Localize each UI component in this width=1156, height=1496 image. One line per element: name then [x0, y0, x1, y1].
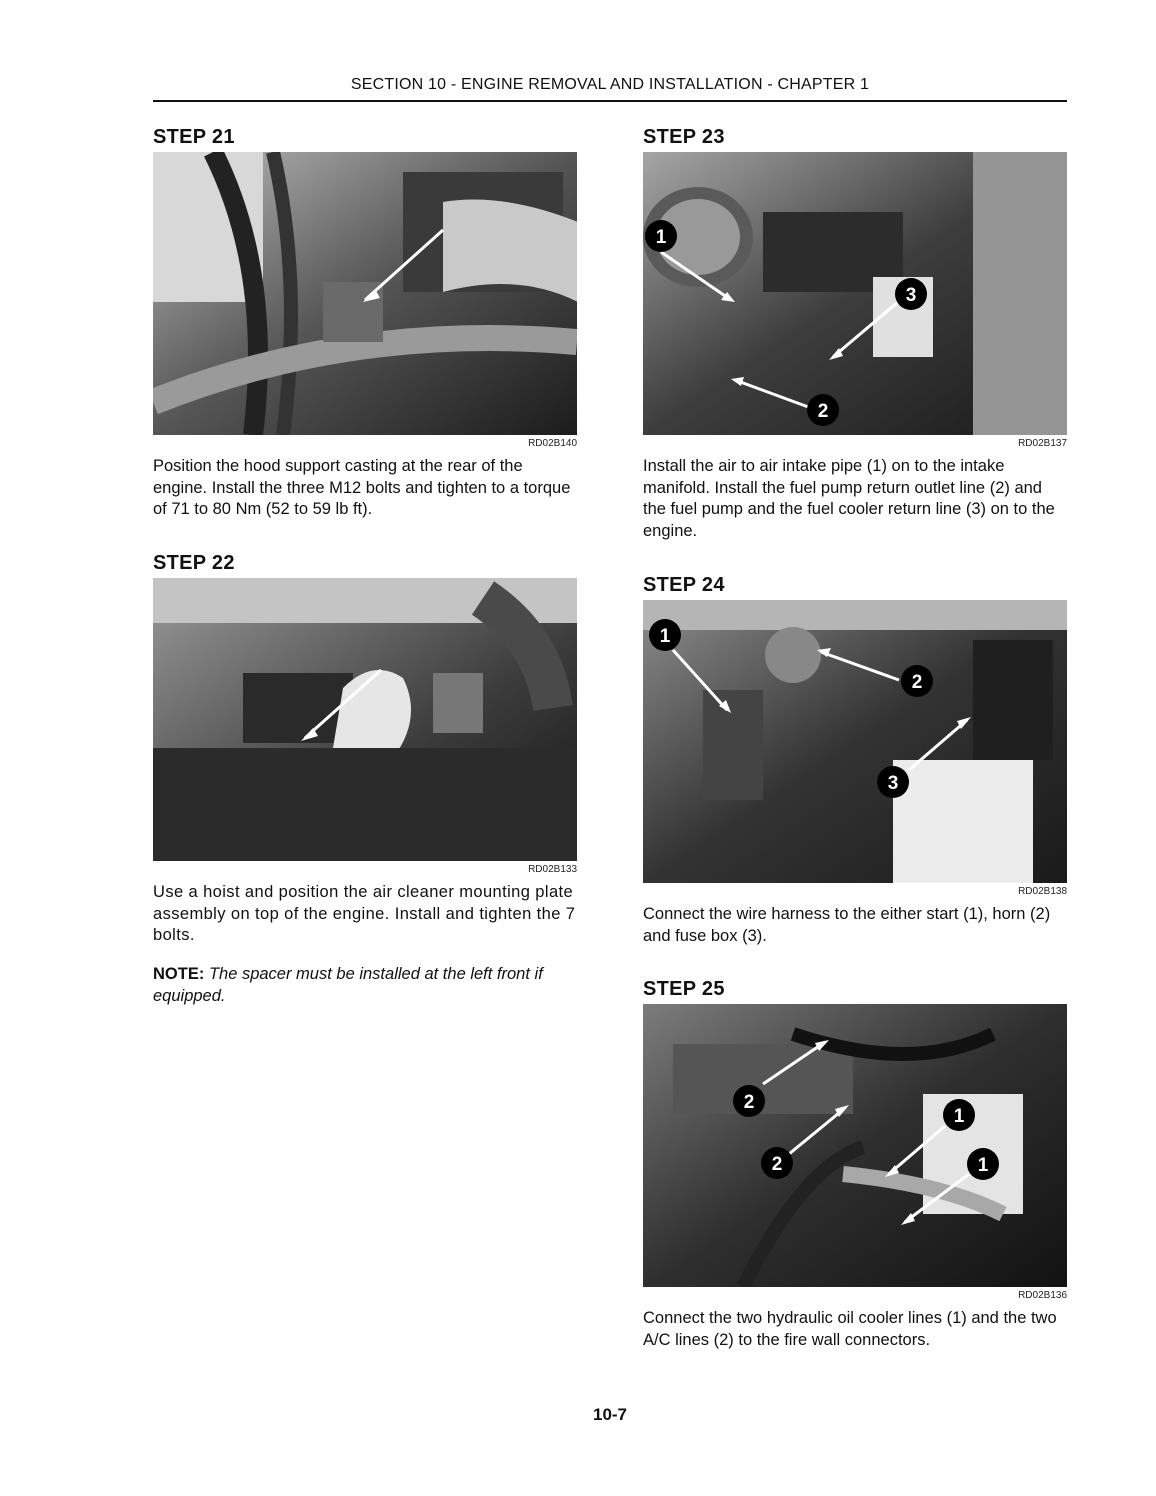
callout-label: 3	[887, 773, 899, 794]
photo-reference-code: RD02B140	[528, 438, 577, 449]
step-description: Connect the wire harness to the either start (1), horn (2) and fuse box (3).	[643, 905, 1051, 945]
section-header: SECTION 10 - ENGINE REMOVAL AND INSTALLATION - CHAPTER 1	[350, 76, 870, 93]
photo-reference-code: RD02B138	[1018, 886, 1067, 897]
engine-photo-wire-harness	[643, 600, 1067, 883]
photo-reference-code: RD02B136	[1018, 1290, 1067, 1301]
step-description: Position the hood support casting at the rear of the engine. Install the three M12 bolts and tighten to a torque of 71 to 80 Nm (52 to 59 lb ft).	[153, 457, 571, 518]
step-title: STEP 22	[153, 552, 235, 574]
callout-label: 2	[743, 1092, 755, 1113]
callout-label: 2	[911, 672, 923, 693]
note	[153, 964, 583, 1007]
callout-label: 1	[655, 227, 667, 248]
callout-label: 1	[977, 1155, 989, 1176]
step-title: STEP 25	[643, 978, 725, 1000]
step-title: STEP 24	[643, 574, 725, 596]
engine-photo-hood-support	[153, 152, 577, 435]
step-description: Connect the two hydraulic oil cooler lines (1) and the two A/C lines (2) to the fire wall connectors.	[643, 1309, 1057, 1349]
callout-label: 3	[905, 285, 917, 306]
callout-label: 2	[771, 1154, 783, 1175]
note-text: The spacer must be installed at the left front if equipped.	[153, 965, 543, 1005]
step-description: Use a hoist and position the air cleaner mounting plate assembly on top of the engine. Install and tighten the 7 bolts.	[153, 883, 576, 944]
engine-photo-intake-pipe	[643, 152, 1067, 435]
note-label: NOTE:	[153, 965, 205, 983]
step-25	[643, 976, 1067, 1351]
header-divider	[153, 100, 1067, 102]
callout-label: 1	[953, 1106, 965, 1127]
step-22	[153, 550, 577, 947]
step-title: STEP 21	[153, 126, 235, 148]
page-number: 10-7	[592, 1405, 628, 1424]
callout-label: 2	[817, 401, 829, 422]
step-title: STEP 23	[643, 126, 725, 148]
step-24	[643, 572, 1067, 947]
callout-label: 1	[659, 626, 671, 647]
engine-photo-cooler-lines	[643, 1004, 1067, 1287]
photo-reference-code: RD02B133	[528, 864, 577, 875]
step-21	[153, 124, 577, 521]
step-description: Install the air to air intake pipe (1) on to the intake manifold. Install the fuel pump return outlet line (2) and the fuel pump and the fuel cooler return line (3) on to the engine.	[643, 457, 1055, 540]
step-23	[643, 124, 1067, 542]
photo-reference-code: RD02B137	[1018, 438, 1067, 449]
engine-photo-air-cleaner-plate	[153, 578, 577, 861]
